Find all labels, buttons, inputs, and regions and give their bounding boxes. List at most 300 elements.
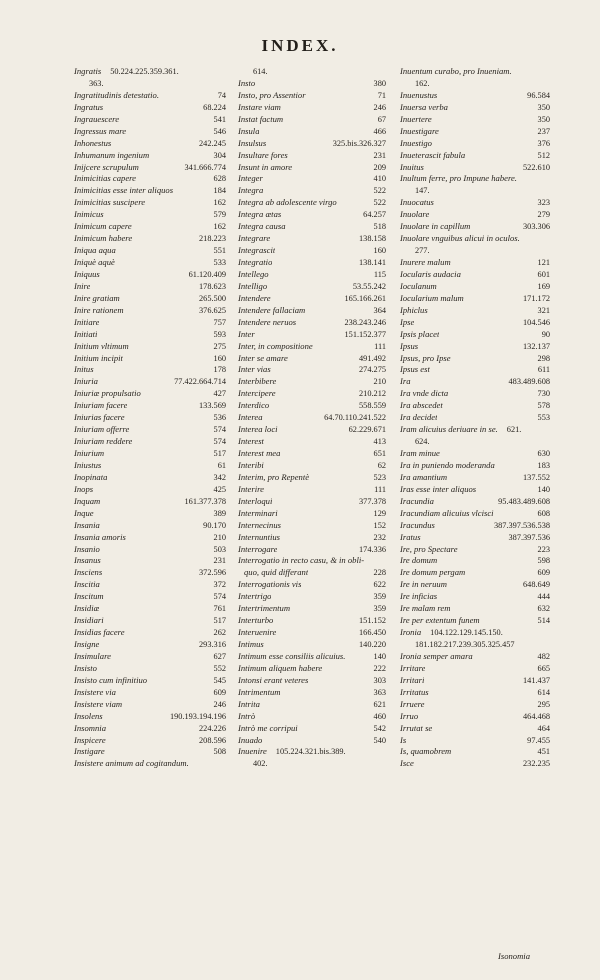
entry-term: Ira in puniendo moderanda (400, 459, 495, 470)
index-entry (238, 436, 386, 448)
entry-term: Insimulare (74, 650, 111, 661)
entry-references: 614 (537, 687, 550, 697)
entry-references: 61.120.409 (188, 269, 226, 279)
entry-references: 178.623 (199, 281, 226, 291)
index-entry (400, 555, 550, 567)
entry-term: Iocularium malum (400, 292, 464, 303)
index-entry (238, 496, 386, 508)
entry-term: Inultum ferre, pro Impune habere. (400, 173, 517, 184)
entry-references: 169 (537, 281, 550, 291)
entry-term: Inimicitias capere (74, 173, 136, 184)
entry-term: Ingratis (74, 66, 102, 76)
entry-references: 608 (537, 508, 550, 518)
entry-references: 166.450 (359, 628, 386, 638)
index-entry (400, 711, 550, 723)
entry-references: 68.224 (203, 102, 226, 112)
index-entry (400, 651, 550, 663)
entry-references: 111 (374, 341, 386, 351)
entry-references: 376.625 (199, 305, 226, 315)
entry-references: 342 (213, 472, 226, 482)
index-entry (400, 388, 550, 400)
entry-term: Ingratitudinis detestatio. (74, 89, 159, 100)
entry-references: 427 (213, 389, 226, 399)
index-entry (238, 150, 386, 162)
index-entry (74, 102, 226, 114)
entry-term: Instat factum (238, 113, 284, 124)
entry-references: 503 (213, 544, 226, 554)
entry-references: 364 (373, 305, 386, 315)
entry-term: Interbibere (238, 376, 277, 387)
entry-references: 115 (373, 269, 386, 279)
entry-references: 62 (377, 460, 386, 470)
index-entry (400, 126, 550, 138)
index-entry (400, 448, 550, 460)
entry-term: Inimicus (74, 209, 104, 220)
entry-term: Insula (238, 125, 260, 136)
entry-references: 262 (213, 628, 226, 638)
entry-references: 61 (217, 460, 226, 470)
entry-term: Inuitus (400, 161, 424, 172)
entry-references: 181.182.217.239.305.325.457 (415, 640, 515, 649)
entry-term: Insistere viam (74, 698, 123, 709)
entry-term: Inquam (74, 495, 101, 506)
entry-term: Irritatus (400, 686, 429, 697)
index-entry (238, 364, 386, 376)
index-entry (74, 376, 226, 388)
entry-references: 171.172 (523, 293, 550, 303)
entry-references: 601 (537, 269, 550, 279)
entry-term: Iniuria (74, 376, 98, 387)
entry-term: Ire domum pergam (400, 567, 466, 578)
entry-references: 165.166.261 (344, 293, 386, 303)
entry-references: 295 (537, 699, 550, 709)
index-entry (400, 639, 550, 651)
entry-term: Ipsus, pro Ipse (400, 352, 451, 363)
entry-term: Ipsis placet (400, 328, 440, 339)
index-entry (400, 305, 550, 317)
entry-references: 321 (537, 305, 550, 315)
index-entry (74, 78, 226, 90)
entry-term: Interrogatio in recto casu, & in obli- (238, 555, 365, 566)
entry-term: quo, quid differant (244, 567, 309, 578)
entry-term: Iras esse inter aliquos (400, 483, 477, 494)
entry-term: Ira vnde dicta (400, 388, 449, 399)
entry-references: 545 (213, 675, 226, 685)
entry-references: 402. (253, 759, 268, 769)
entry-references: 152 (373, 520, 386, 530)
index-entry (400, 412, 550, 424)
entry-references: 323 (537, 198, 550, 208)
entry-references: 138.158 (359, 234, 386, 244)
entry-references: 304 (213, 150, 226, 160)
index-entry (238, 376, 386, 388)
entry-references: 410 (373, 174, 386, 184)
entry-term: Inijcere scrupulum (74, 161, 139, 172)
entry-term: Ipsus est (400, 364, 430, 375)
entry-term: Inimicitias suscipere (74, 197, 146, 208)
index-entry (400, 496, 550, 508)
entry-term: Inuenustus (400, 89, 438, 100)
index-entry (400, 90, 550, 102)
index-entry (238, 90, 386, 102)
entry-term: Inire rationem (74, 304, 124, 315)
index-entry (400, 150, 550, 162)
entry-references: 523 (373, 472, 386, 482)
index-entry (400, 317, 550, 329)
index-entry (238, 126, 386, 138)
index-entry (238, 675, 386, 687)
entry-references: 730 (537, 389, 550, 399)
index-entry (74, 603, 226, 615)
index-entry (400, 400, 550, 412)
entry-references: 64.70.110.241.522 (324, 413, 386, 423)
entry-references: 104.546 (523, 317, 550, 327)
entry-references: 536 (213, 413, 226, 423)
entry-references: 162 (213, 222, 226, 232)
index-entry (74, 735, 226, 747)
entry-term: Insciens (74, 567, 103, 578)
index-entry (238, 233, 386, 245)
index-entry (238, 758, 386, 770)
entry-references: 132.137 (523, 341, 550, 351)
entry-references: 413 (373, 437, 386, 447)
index-entry (238, 221, 386, 233)
entry-term: Interire (238, 483, 264, 494)
index-entry (74, 520, 226, 532)
entry-references: 359 (373, 592, 386, 602)
index-column-1 (74, 66, 226, 770)
entry-term: Ironia semper amara (400, 650, 473, 661)
entry-term: Inire (74, 280, 91, 291)
entry-term: Interrogare (238, 543, 278, 554)
entry-references: 377.378 (359, 496, 386, 506)
index-entry (74, 341, 226, 353)
index-entry (238, 603, 386, 615)
entry-references: 627 (213, 651, 226, 661)
index-entry (238, 520, 386, 532)
index-entry (238, 508, 386, 520)
index-entry (74, 90, 226, 102)
entry-term: Inuestigo (400, 137, 432, 148)
entry-references: 190.193.194.196 (169, 711, 226, 721)
entry-term: Interloqui (238, 495, 273, 506)
entry-term: Interea loci (238, 424, 278, 435)
entry-references: 138.141 (359, 258, 386, 267)
index-entry (74, 484, 226, 496)
entry-references: 246 (373, 102, 386, 112)
index-entry (238, 651, 386, 663)
entry-term: Iram minue (400, 448, 440, 458)
entry-term: Insomnia (74, 722, 106, 733)
entry-term: Inops (74, 483, 94, 494)
entry-references: 522.610 (523, 162, 550, 172)
index-entry (400, 173, 550, 185)
index-entry (238, 484, 386, 496)
entry-term: Ingrauescere (74, 113, 120, 124)
entry-references: 363. (89, 78, 104, 88)
entry-references: 350 (537, 114, 550, 124)
entry-references: 460 (373, 711, 386, 721)
entry-references: 218.223 (199, 234, 226, 244)
index-entry (238, 591, 386, 603)
entry-references: 231 (373, 150, 386, 160)
entry-references: 210 (213, 532, 226, 542)
entry-references: 140.220 (359, 640, 386, 649)
entry-term: Ingressus mare (74, 125, 127, 136)
index-entry (74, 532, 226, 544)
entry-term: Inter se amare (238, 352, 288, 363)
index-entry (400, 66, 550, 78)
index-entry (238, 663, 386, 675)
index-entry (238, 197, 386, 209)
entry-term: Interrogationis vis (238, 579, 302, 590)
index-entry (74, 221, 226, 233)
entry-references: 372 (213, 580, 226, 590)
entry-references: 512 (537, 150, 550, 160)
index-entry (238, 209, 386, 221)
entry-term: Intrita (238, 698, 260, 709)
index-entry (238, 293, 386, 305)
entry-references: 466 (373, 126, 386, 136)
entry-references: 184 (213, 186, 226, 196)
entry-term: Inimicum capere (74, 221, 132, 232)
entry-term: Inhumanum ingenium (74, 149, 150, 160)
index-entry (238, 532, 386, 544)
index-entry (400, 472, 550, 484)
entry-term: Iphiclus (400, 304, 428, 315)
index-entry (238, 639, 386, 651)
index-entry (238, 114, 386, 126)
index-entry (238, 78, 386, 90)
index-entry (400, 424, 550, 436)
entry-term: Interest mea (238, 448, 281, 458)
entry-term: Initium vltimum (74, 340, 129, 351)
entry-term: Inuenire (238, 746, 267, 757)
index-entry (74, 687, 226, 699)
index-entry (74, 615, 226, 627)
entry-references: 151.152.377 (344, 329, 386, 339)
entry-term: Iniuriæ propulsatio (74, 388, 141, 399)
entry-references: 178 (213, 365, 226, 375)
entry-term: Inuentum curabo, pro Inueniam. (400, 66, 512, 76)
index-entry (74, 448, 226, 460)
entry-references: 514 (537, 616, 550, 626)
entry-term: Iram alicuius deriuare in se. (400, 424, 498, 435)
entry-term: Instigare (74, 746, 105, 757)
entry-term: Insanio (74, 543, 100, 554)
index-entry (74, 305, 226, 317)
index-entry (74, 66, 226, 78)
entry-term: Insulsus (238, 137, 267, 148)
index-entry (74, 257, 226, 269)
entry-term: Interturbo (238, 615, 274, 626)
index-entry (74, 126, 226, 138)
index-entry (74, 329, 226, 341)
entry-references: 208.596 (199, 735, 226, 745)
entry-term: Ire, pro Spectare (400, 543, 458, 554)
index-entry (400, 544, 550, 556)
index-entry (74, 162, 226, 174)
index-entry (74, 711, 226, 723)
index-entry (400, 532, 550, 544)
entry-term: Ira amantium (400, 471, 448, 482)
index-entry (400, 484, 550, 496)
index-entry (74, 293, 226, 305)
index-entry (400, 257, 550, 269)
entry-references: 209 (373, 162, 386, 172)
entry-term: Is, quamobrem (400, 746, 452, 757)
index-entry (400, 233, 550, 245)
entry-references: 325.bis.326.327 (332, 138, 386, 148)
entry-term: Inter vias (238, 364, 271, 375)
entry-references: 121 (537, 258, 550, 267)
index-entry (238, 185, 386, 197)
entry-term: Internuntius (238, 531, 281, 542)
entry-term: Insultare fores (238, 149, 288, 160)
entry-references: 464 (537, 723, 550, 733)
entry-references: 96.584 (527, 90, 550, 100)
index-entry (400, 579, 550, 591)
index-entry (238, 245, 386, 257)
index-entry (238, 723, 386, 735)
entry-references: 387.397.536.538 (493, 520, 550, 530)
index-entry (400, 627, 550, 639)
entry-term: Iniuriam reddere (74, 436, 133, 447)
entry-references: 425 (213, 484, 226, 494)
entry-term: Integrare (238, 233, 271, 244)
entry-references: 542 (373, 723, 386, 733)
index-column-3 (400, 66, 550, 770)
entry-references: 224.226 (199, 723, 226, 733)
entry-references: 141.437 (523, 675, 550, 685)
entry-term: Inque (74, 507, 94, 518)
entry-term: Insidiari (74, 615, 104, 626)
index-entry (238, 544, 386, 556)
index-entry (400, 281, 550, 293)
entry-term: Insisto cum infinitiuo (74, 674, 148, 685)
entry-term: Inimicum habere (74, 233, 133, 244)
index-entry (74, 114, 226, 126)
entry-term: Ire per extentum funem (400, 615, 480, 626)
index-entry (400, 293, 550, 305)
entry-references: 210 (373, 377, 386, 387)
entry-references: 553 (537, 413, 550, 423)
entry-references: 482 (537, 651, 550, 661)
index-entry (74, 173, 226, 185)
entry-references: 246 (213, 699, 226, 709)
index-entry (238, 281, 386, 293)
index-entry (74, 400, 226, 412)
entry-term: Interest (238, 436, 264, 447)
index-entry (74, 353, 226, 365)
index-entry (400, 102, 550, 114)
entry-references: 621 (373, 699, 386, 709)
entry-references: 533 (213, 258, 226, 267)
index-entry (400, 162, 550, 174)
entry-references: 611 (537, 365, 550, 375)
entry-references: 67 (377, 114, 386, 124)
index-entry (400, 615, 550, 627)
index-entry (238, 353, 386, 365)
entry-term: Insistere animum ad cogitandum. (74, 758, 189, 769)
index-entry (74, 150, 226, 162)
entry-term: Inuado (238, 734, 263, 745)
index-entry (74, 591, 226, 603)
index-entry (74, 579, 226, 591)
index-entry (400, 245, 550, 257)
index-entry (400, 699, 550, 711)
index-entry (400, 138, 550, 150)
entry-references: 598 (537, 556, 550, 566)
entry-references: 628 (213, 174, 226, 184)
entry-term: Initiare (74, 316, 100, 327)
index-entry (238, 699, 386, 711)
entry-references: 129 (373, 508, 386, 518)
index-entry (74, 567, 226, 579)
entry-references: 222 (373, 663, 386, 673)
entry-references: 574 (213, 425, 226, 435)
index-entry (74, 627, 226, 639)
entry-term: Intelligo (238, 280, 268, 291)
index-entry (74, 281, 226, 293)
entry-references: 74 (217, 90, 226, 100)
index-entry (400, 341, 550, 353)
entry-term: Inuestigare (400, 125, 439, 136)
entry-term: Inuersa verba (400, 101, 448, 112)
entry-references: 517 (213, 449, 226, 458)
entry-references: 491.492 (359, 353, 386, 363)
index-entry (74, 460, 226, 472)
entry-term: Ira decidet (400, 412, 438, 423)
index-entry (400, 591, 550, 603)
entry-references: 451 (537, 747, 550, 757)
entry-references: 237 (537, 126, 550, 136)
entry-term: Inter (238, 328, 255, 339)
entry-references: 540 (373, 735, 386, 745)
entry-references: 350 (537, 102, 550, 112)
entry-references: 444 (537, 592, 550, 602)
entry-term: Initiati (74, 328, 98, 339)
entry-references: 147. (415, 186, 430, 196)
index-entry (400, 269, 550, 281)
entry-term: Iniuriam facere (74, 400, 128, 411)
entry-term: Intendere (238, 292, 271, 303)
page-title: INDEX. (261, 36, 339, 55)
index-entry (238, 329, 386, 341)
entry-term: Iniqua aqua (74, 245, 116, 256)
index-entry (238, 269, 386, 281)
entry-term: Integra ætas (238, 209, 282, 220)
index-entry (74, 758, 226, 770)
index-entry (74, 508, 226, 520)
index-entry (400, 746, 550, 758)
entry-term: Integra (238, 185, 264, 196)
index-entry (400, 209, 550, 221)
entry-term: Iracundus (400, 519, 435, 530)
index-entry (74, 436, 226, 448)
entry-term: Ire inficias (400, 591, 438, 602)
index-entry (238, 627, 386, 639)
index-entry (238, 424, 386, 436)
entry-references: 238.243.246 (344, 317, 386, 327)
entry-term: Iniuriam offerre (74, 424, 130, 435)
entry-term: Insisto (74, 662, 97, 673)
entry-references: 651 (373, 449, 386, 458)
entry-term: Irritari (400, 674, 425, 685)
index-entry (74, 269, 226, 281)
entry-term: Inhonestus (74, 137, 112, 148)
entry-term: Ire in neruum (400, 579, 447, 590)
